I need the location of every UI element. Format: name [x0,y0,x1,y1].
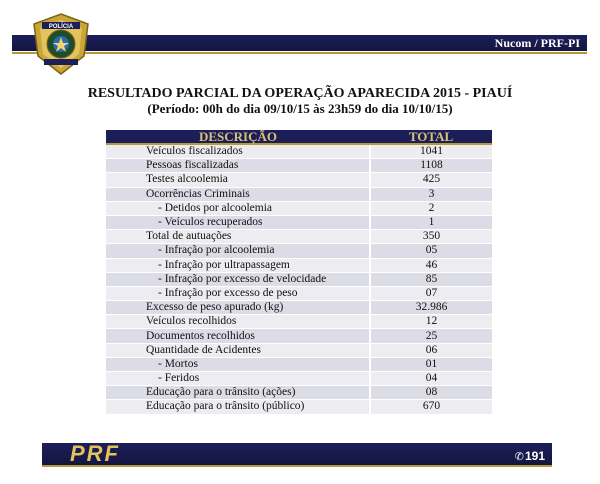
table-row [106,301,492,315]
table-row [106,173,492,187]
row-total: 07 [370,286,492,300]
table-row [106,315,492,329]
row-total: 1 [370,215,492,229]
table-row [106,244,492,258]
row-description: - Detidos por alcoolemia [106,201,370,215]
table-row [106,386,492,400]
row-total: 04 [370,372,492,386]
table-row [106,286,492,300]
report-title: RESULTADO PARCIAL DA OPERAÇÃO APARECIDA 2015 - PIAUÍ [87,86,513,101]
row-description: Quantidade de Acidentes [106,343,370,357]
table-row [106,144,492,159]
svg-text:POLÍCIA: POLÍCIA [48,24,74,30]
row-description: - Infração por alcoolemia [106,244,370,258]
report-period: (Período: 00h do dia 09/10/15 às 23h59 do dia 10/10/15) [147,101,453,116]
row-total: 12 [370,315,492,329]
table-row [106,159,492,173]
row-total: 25 [370,329,492,343]
table-row [106,201,492,215]
table-row [106,215,492,229]
table-row [106,329,492,343]
org-label: Nucom / PRF-PI [494,36,580,50]
table-row [106,343,492,357]
row-description: - Infração por excesso de peso [106,286,370,300]
table-row [106,187,492,201]
table-header-row [106,130,492,144]
table-row [106,372,492,386]
phone-icon: ✆ [514,451,524,463]
row-total: 05 [370,244,492,258]
row-description: Testes alcoolemia [106,173,370,187]
results-table [106,130,492,415]
row-description: - Feridos [106,372,370,386]
row-total: 08 [370,386,492,400]
table-row [106,272,492,286]
row-total: 06 [370,343,492,357]
row-total: 32.986 [370,301,492,315]
table-row [106,400,492,414]
row-total: 350 [370,230,492,244]
row-description: Total de autuações [106,230,370,244]
row-total: 425 [370,173,492,187]
row-total: 1041 [370,144,492,159]
row-total: 670 [370,400,492,414]
prf-logo-text: PRF [70,441,120,466]
row-total: 46 [370,258,492,272]
column-header-total: TOTAL [370,130,492,144]
row-description: Pessoas fiscalizadas [106,159,370,173]
table-row [106,357,492,371]
row-description: Ocorrências Criminais [106,187,370,201]
column-header-description: DESCRIÇÃO [106,130,370,144]
row-description: Excesso de peso apurado (kg) [106,301,370,315]
row-description: Educação para o trânsito (público) [106,400,370,414]
emergency-phone [515,449,545,463]
table-row [106,258,492,272]
row-description: Documentos recolhidos [106,329,370,343]
row-total: 3 [370,187,492,201]
row-total: 01 [370,357,492,371]
table-row [106,230,492,244]
row-description: Educação para o trânsito (ações) [106,386,370,400]
row-description: Veículos recolhidos [106,315,370,329]
row-description: - Infração por excesso de velocidade [106,272,370,286]
row-total: 1108 [370,159,492,173]
row-description: Veículos fiscalizados [106,144,370,159]
row-description: - Mortos [106,357,370,371]
row-total: 2 [370,201,492,215]
row-total: 85 [370,272,492,286]
row-description: - Infração por ultrapassagem [106,258,370,272]
prf-badge-logo [28,12,94,76]
header-accent-line [12,52,587,54]
row-description: - Veículos recuperados [106,215,370,229]
phone-number: 191 [524,449,545,463]
